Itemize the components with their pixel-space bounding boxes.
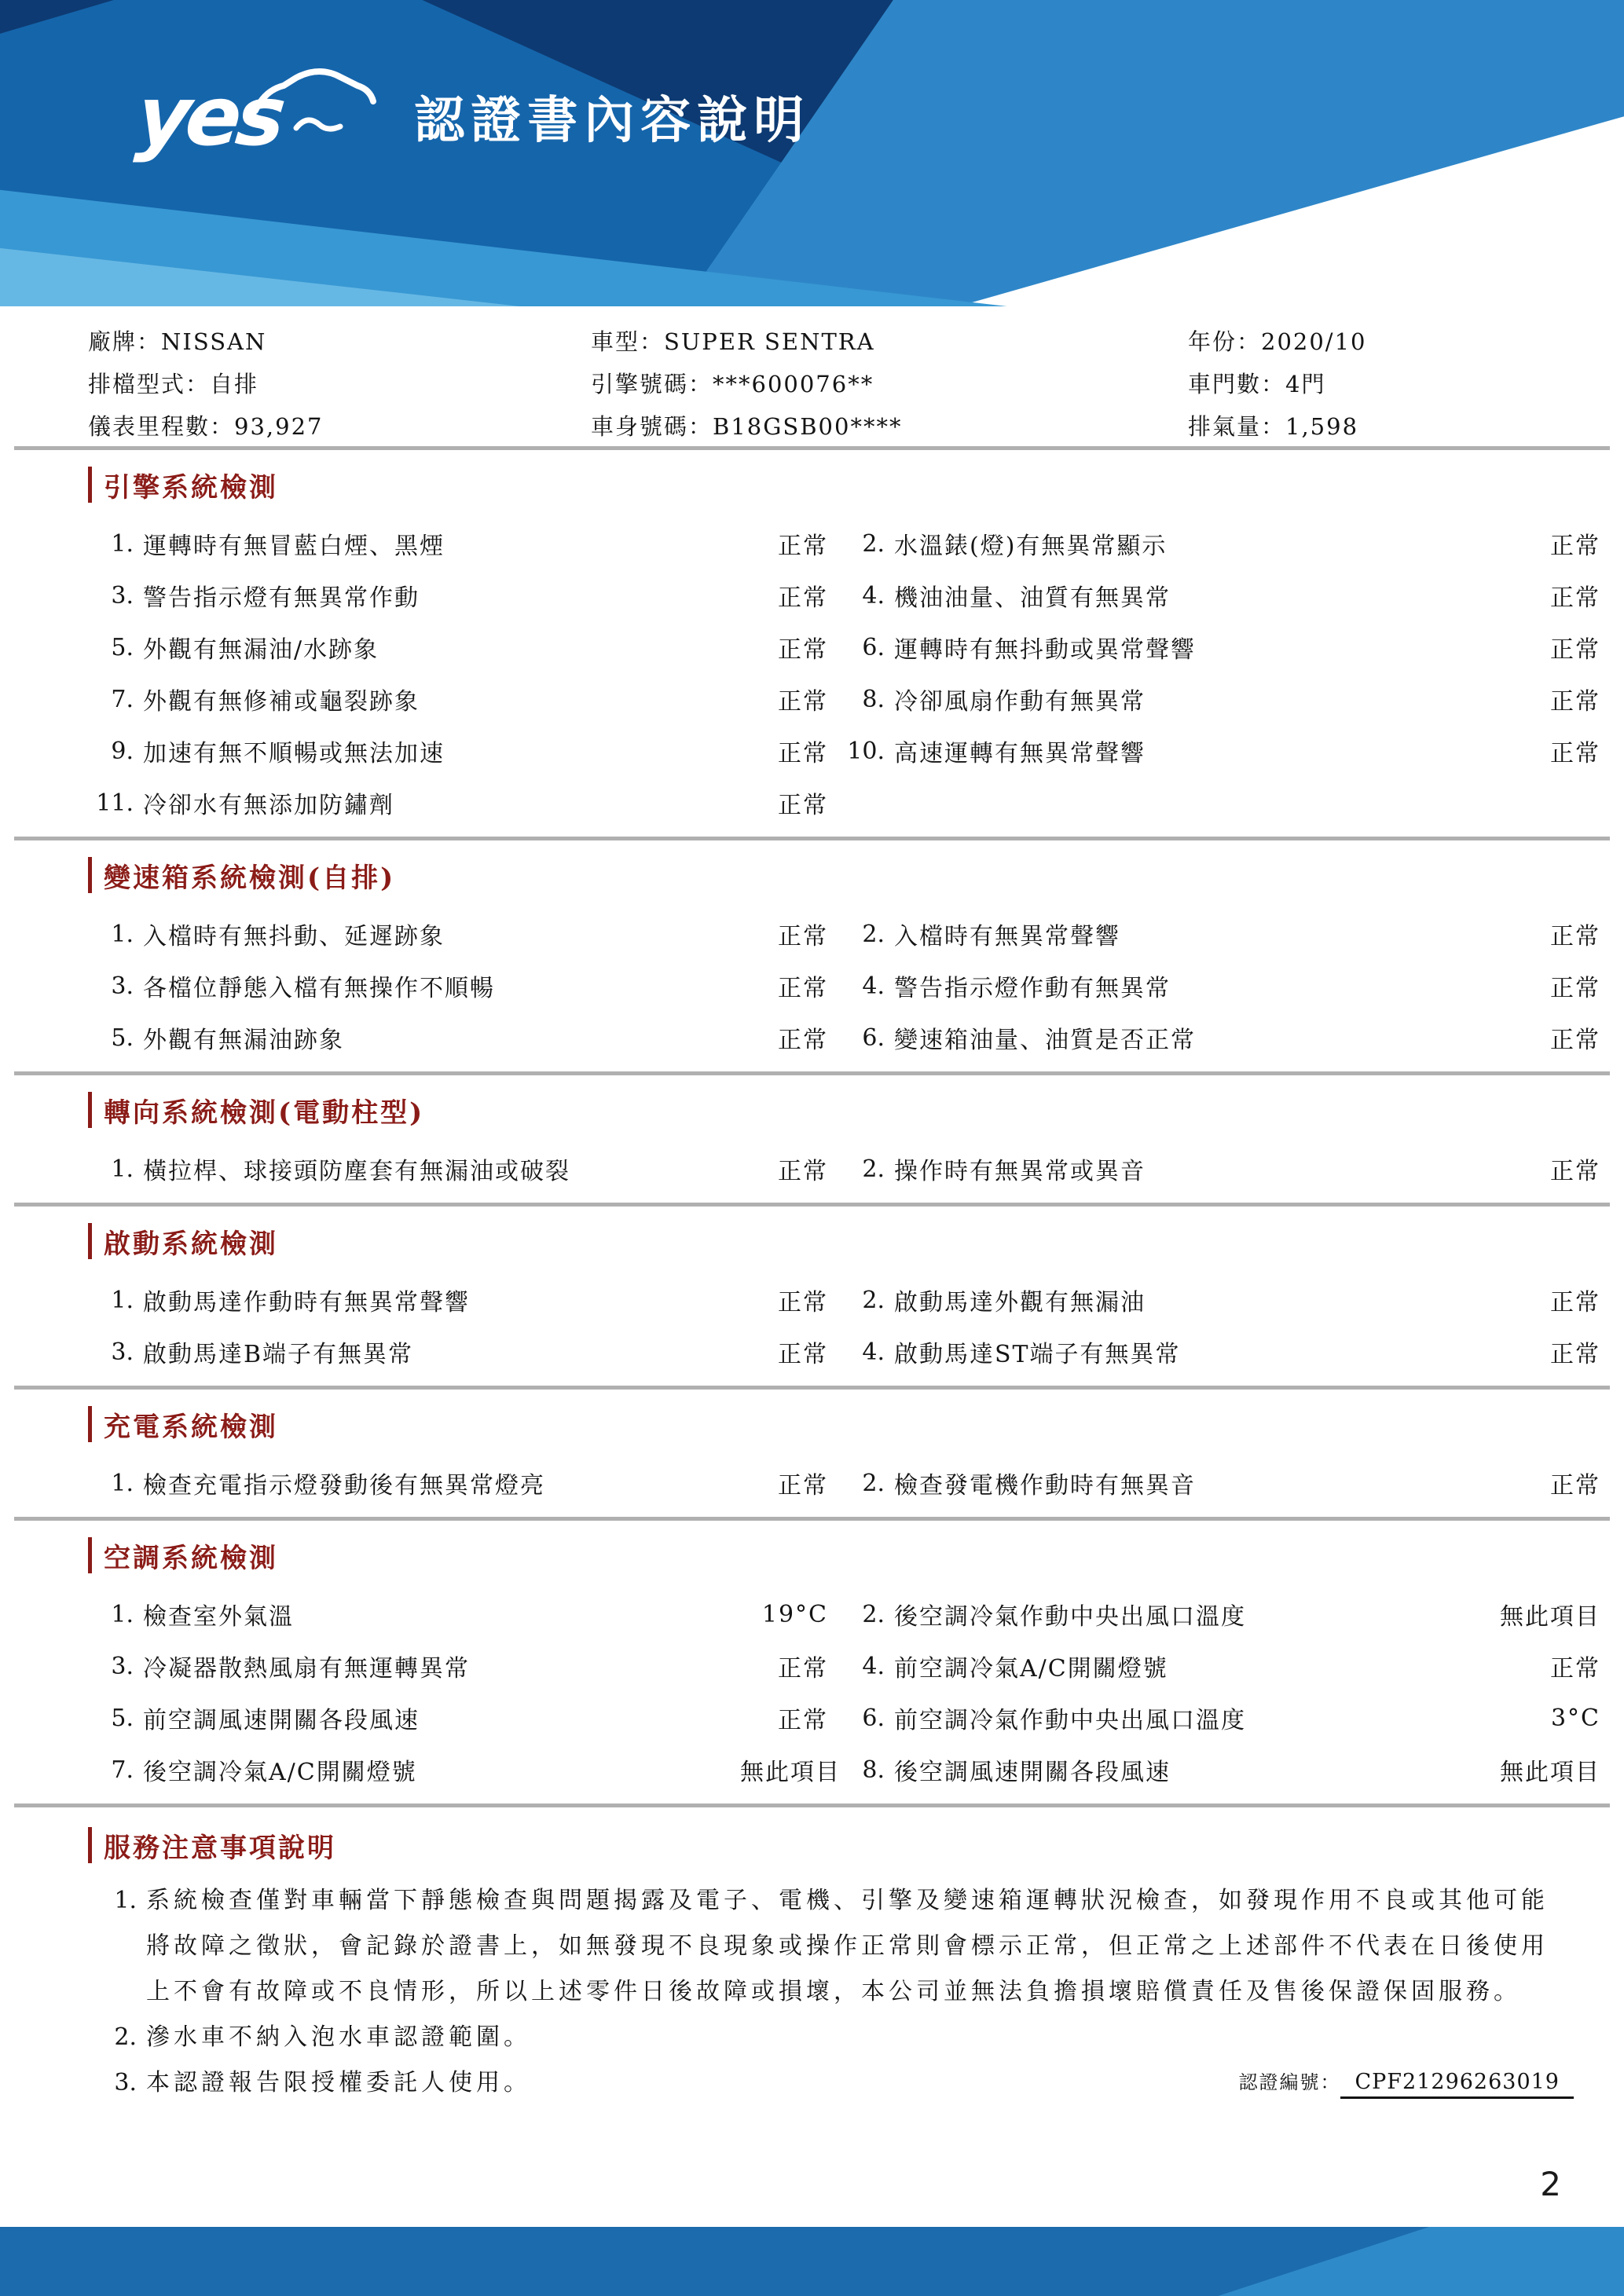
check-row	[0, 1457, 1624, 1509]
item-label: 各檔位靜態入檔有無操作不順暢	[143, 975, 495, 1002]
check-sections	[0, 466, 1624, 1807]
check-row	[0, 518, 1624, 569]
item-number: 7.	[111, 1756, 134, 1784]
item-label: 檢查發電機作動時有無異音	[894, 1472, 1196, 1500]
item-result: 無此項目	[740, 1759, 841, 1786]
item-result: 正常	[778, 1027, 828, 1054]
item-label: 啟動馬達ST端子有無異常	[894, 1341, 1181, 1368]
check-row	[0, 569, 1624, 621]
item-number: 1.	[111, 920, 134, 948]
item-number: 3.	[111, 1338, 134, 1366]
item-label: 前空調風速開關各段風速	[143, 1707, 420, 1734]
title-accent-bar	[88, 1092, 92, 1128]
item-number: 2.	[862, 1155, 885, 1183]
item-number: 1.	[111, 529, 134, 558]
info-transmission: 排檔型式：自排	[88, 370, 259, 397]
check-row	[0, 621, 1624, 673]
item-result: 正常	[1550, 975, 1600, 1002]
item-result: 正常	[1550, 1341, 1600, 1368]
item-label: 入檔時有無異常聲響	[894, 923, 1120, 950]
item-number: 4.	[862, 1652, 885, 1680]
page-number: 2	[1540, 2165, 1561, 2203]
check-row	[0, 1640, 1624, 1692]
note-number: 3.	[114, 2069, 137, 2096]
item-result: 正常	[778, 792, 828, 819]
check-row	[0, 1692, 1624, 1744]
vehicle-info-row	[0, 319, 1624, 361]
note-item	[0, 1878, 1624, 2015]
section-divider	[14, 446, 1610, 450]
item-number: 1.	[111, 1286, 134, 1314]
item-label: 外觀有無漏油跡象	[143, 1027, 344, 1054]
vehicle-info	[0, 306, 1624, 446]
check-row	[0, 1143, 1624, 1195]
section-title	[0, 1405, 1624, 1443]
note-number: 2.	[114, 2023, 137, 2051]
item-result: 正常	[778, 688, 828, 716]
section-title	[0, 466, 1624, 504]
check-section	[0, 856, 1624, 1071]
item-number: 10.	[847, 737, 885, 765]
item-label: 檢查室外氣溫	[143, 1603, 294, 1631]
service-notes	[0, 1807, 1624, 2106]
item-number: 3.	[111, 581, 134, 610]
section-divider	[14, 1071, 1610, 1075]
section-title-text: 服務注意事項說明	[104, 1832, 336, 1864]
item-number: 8.	[862, 1756, 885, 1784]
title-accent-bar	[88, 467, 92, 503]
note-item	[0, 2060, 1238, 2106]
title-accent-bar	[88, 1827, 92, 1863]
item-result: 正常	[778, 1707, 828, 1734]
item-number: 2.	[862, 1469, 885, 1497]
item-number: 9.	[111, 737, 134, 765]
brand	[132, 68, 811, 164]
item-number: 5.	[111, 1023, 134, 1052]
item-number: 8.	[862, 685, 885, 713]
item-label: 冷凝器散熱風扇有無運轉異常	[143, 1655, 470, 1683]
item-result: 正常	[1550, 923, 1600, 950]
item-result: 正常	[778, 1655, 828, 1683]
yes-logo	[132, 68, 376, 164]
item-number: 2.	[862, 529, 885, 558]
section-divider	[14, 1517, 1610, 1521]
title-accent-bar	[88, 1537, 92, 1573]
item-label: 冷卻風扇作動有無異常	[894, 688, 1146, 716]
item-label: 前空調冷氣作動中央出風口溫度	[894, 1707, 1246, 1734]
item-number: 4.	[862, 1338, 885, 1366]
page-title: 認證書內容說明	[414, 92, 811, 150]
item-number: 6.	[862, 1023, 885, 1052]
item-label: 入檔時有無抖動、延遲跡象	[143, 923, 445, 950]
check-section	[0, 1222, 1624, 1386]
vehicle-info-row	[0, 361, 1624, 404]
item-result: 正常	[1550, 1472, 1600, 1500]
item-result: 無此項目	[1500, 1603, 1600, 1631]
check-row	[0, 1326, 1624, 1378]
item-label: 水溫錶(燈)有無異常顯示	[894, 533, 1168, 560]
section-title	[0, 856, 1624, 894]
item-label: 啟動馬達作動時有無異常聲響	[143, 1289, 470, 1316]
page-footer	[0, 2227, 1624, 2296]
info-doors: 車門數：4門	[1188, 370, 1326, 397]
note-with-certificate	[0, 2060, 1624, 2106]
page-header	[0, 0, 1624, 306]
item-label: 警告指示燈作動有無異常	[894, 975, 1171, 1002]
item-number: 3.	[111, 972, 134, 1000]
item-result: 正常	[1550, 740, 1600, 767]
item-number: 11.	[96, 789, 134, 817]
certificate-number-value: CPF21296263019	[1340, 2070, 1574, 2099]
section-title-text: 啟動系統檢測	[104, 1228, 278, 1260]
item-result: 正常	[778, 1158, 828, 1185]
section-title	[0, 1222, 1624, 1260]
item-number: 1.	[111, 1155, 134, 1183]
check-row	[0, 908, 1624, 960]
item-label: 加速有無不順暢或無法加速	[143, 740, 445, 767]
note-item	[0, 2015, 1624, 2060]
check-section	[0, 1536, 1624, 1803]
section-title-text: 引擎系統檢測	[104, 471, 278, 504]
item-number: 3.	[111, 1652, 134, 1680]
item-label: 操作時有無異常或異音	[894, 1158, 1146, 1185]
item-label: 前空調冷氣A/C開關燈號	[894, 1655, 1168, 1683]
note-text: 本認證報告限授權委託人使用。	[146, 2069, 531, 2096]
item-result: 正常	[778, 1472, 828, 1500]
item-result: 正常	[778, 1341, 828, 1368]
yes-logo-text: yes	[132, 68, 286, 164]
item-result: 正常	[778, 584, 828, 612]
note-text: 系統檢查僅對車輛當下靜態檢查與問題揭露及電子、電機、引擎及變速箱運轉狀況檢查，如發現作用不良或其他可能將故障之徵狀，會記錄於證書上，如無發現不良現象或操作正常則會標示正常，但正常之上述部件不代表在日後使用上不會有故障或不良情形，所以上述零件日後故障或損壞，本公司並無法負擔損壞賠償責任及售後保證保固服務。	[146, 1887, 1549, 2005]
item-label: 變速箱油量、油質是否正常	[894, 1027, 1196, 1054]
check-section	[0, 1091, 1624, 1203]
info-brand: 廠牌：NISSAN	[88, 328, 267, 355]
note-number: 1.	[114, 1887, 137, 1914]
info-year: 年份：2020/10	[1188, 328, 1367, 355]
item-label: 外觀有無漏油/水跡象	[143, 636, 379, 664]
item-label: 後空調冷氣作動中央出風口溫度	[894, 1603, 1246, 1631]
info-mileage: 儀表里程數：93,927	[88, 412, 324, 440]
check-section	[0, 466, 1624, 837]
section-divider	[14, 837, 1610, 840]
item-result: 正常	[778, 533, 828, 560]
item-result: 無此項目	[1500, 1759, 1600, 1786]
item-number: 1.	[111, 1600, 134, 1628]
item-label: 後空調風速開關各段風速	[894, 1759, 1171, 1786]
title-accent-bar	[88, 857, 92, 893]
item-label: 警告指示燈有無異常作動	[143, 584, 420, 612]
item-label: 冷卻水有無添加防鏽劑	[143, 792, 394, 819]
item-result: 正常	[778, 740, 828, 767]
item-result: 正常	[1550, 533, 1600, 560]
item-label: 後空調冷氣A/C開關燈號	[143, 1759, 417, 1786]
section-title	[0, 1536, 1624, 1574]
title-accent-bar	[88, 1223, 92, 1259]
check-row	[0, 1744, 1624, 1796]
section-title	[0, 1826, 1624, 1864]
section-title-text: 充電系統檢測	[104, 1411, 278, 1443]
item-result: 正常	[1550, 636, 1600, 664]
section-title-text: 轉向系統檢測(電動柱型)	[104, 1097, 425, 1129]
item-label: 橫拉桿、球接頭防塵套有無漏油或破裂	[143, 1158, 570, 1185]
item-label: 運轉時有無冒藍白煙、黑煙	[143, 533, 445, 560]
title-accent-bar	[88, 1406, 92, 1442]
item-number: 2.	[862, 1286, 885, 1314]
item-result: 正常	[1550, 1027, 1600, 1054]
item-result: 正常	[778, 923, 828, 950]
item-label: 檢查充電指示燈發動後有無異常燈亮	[143, 1472, 545, 1500]
item-number: 4.	[862, 972, 885, 1000]
certificate-number-block	[1238, 2067, 1574, 2099]
item-number: 6.	[862, 633, 885, 661]
section-title	[0, 1091, 1624, 1129]
info-vin: 車身號碼：B18GSB00****	[591, 412, 903, 440]
section-title-text: 空調系統檢測	[104, 1542, 278, 1574]
section-title-text: 變速箱系統檢測(自排)	[104, 862, 396, 894]
item-label: 運轉時有無抖動或異常聲響	[894, 636, 1196, 664]
info-displacement: 排氣量：1,598	[1188, 412, 1359, 440]
check-row	[0, 725, 1624, 777]
vehicle-info-row	[0, 404, 1624, 446]
check-section	[0, 1405, 1624, 1517]
item-number: 5.	[111, 633, 134, 661]
item-result: 正常	[1550, 1655, 1600, 1683]
item-label: 外觀有無修補或龜裂跡象	[143, 688, 420, 716]
check-row	[0, 1012, 1624, 1064]
check-row	[0, 1274, 1624, 1326]
item-result: 正常	[1550, 688, 1600, 716]
item-result: 19°C	[761, 1600, 828, 1628]
check-row	[0, 673, 1624, 725]
item-label: 啟動馬達B端子有無異常	[143, 1341, 414, 1368]
footer-accent-shape	[0, 2227, 1624, 2296]
info-model: 車型：SUPER SENTRA	[591, 328, 875, 355]
item-result: 正常	[1550, 584, 1600, 612]
item-result: 正常	[778, 975, 828, 1002]
item-label: 機油油量、油質有無異常	[894, 584, 1171, 612]
info-engine-no: 引擎號碼：***600076**	[591, 370, 874, 397]
item-result: 正常	[778, 636, 828, 664]
item-number: 4.	[862, 581, 885, 610]
item-number: 7.	[111, 685, 134, 713]
item-number: 2.	[862, 920, 885, 948]
section-divider	[14, 1386, 1610, 1390]
item-label: 高速運轉有無異常聲響	[894, 740, 1146, 767]
section-divider	[14, 1203, 1610, 1207]
item-result: 3°C	[1550, 1704, 1600, 1732]
check-row	[0, 777, 1624, 829]
check-row	[0, 960, 1624, 1012]
certificate-number-label: 認證編號：	[1238, 2071, 1341, 2093]
item-result: 正常	[778, 1289, 828, 1316]
item-number: 5.	[111, 1704, 134, 1732]
check-row	[0, 1588, 1624, 1640]
item-result: 正常	[1550, 1158, 1600, 1185]
note-text: 滲水車不納入泡水車認證範圍。	[146, 2023, 531, 2051]
item-number: 6.	[862, 1704, 885, 1732]
item-result: 正常	[1550, 1289, 1600, 1316]
item-number: 2.	[862, 1600, 885, 1628]
item-label: 啟動馬達外觀有無漏油	[894, 1289, 1146, 1316]
item-number: 1.	[111, 1469, 134, 1497]
